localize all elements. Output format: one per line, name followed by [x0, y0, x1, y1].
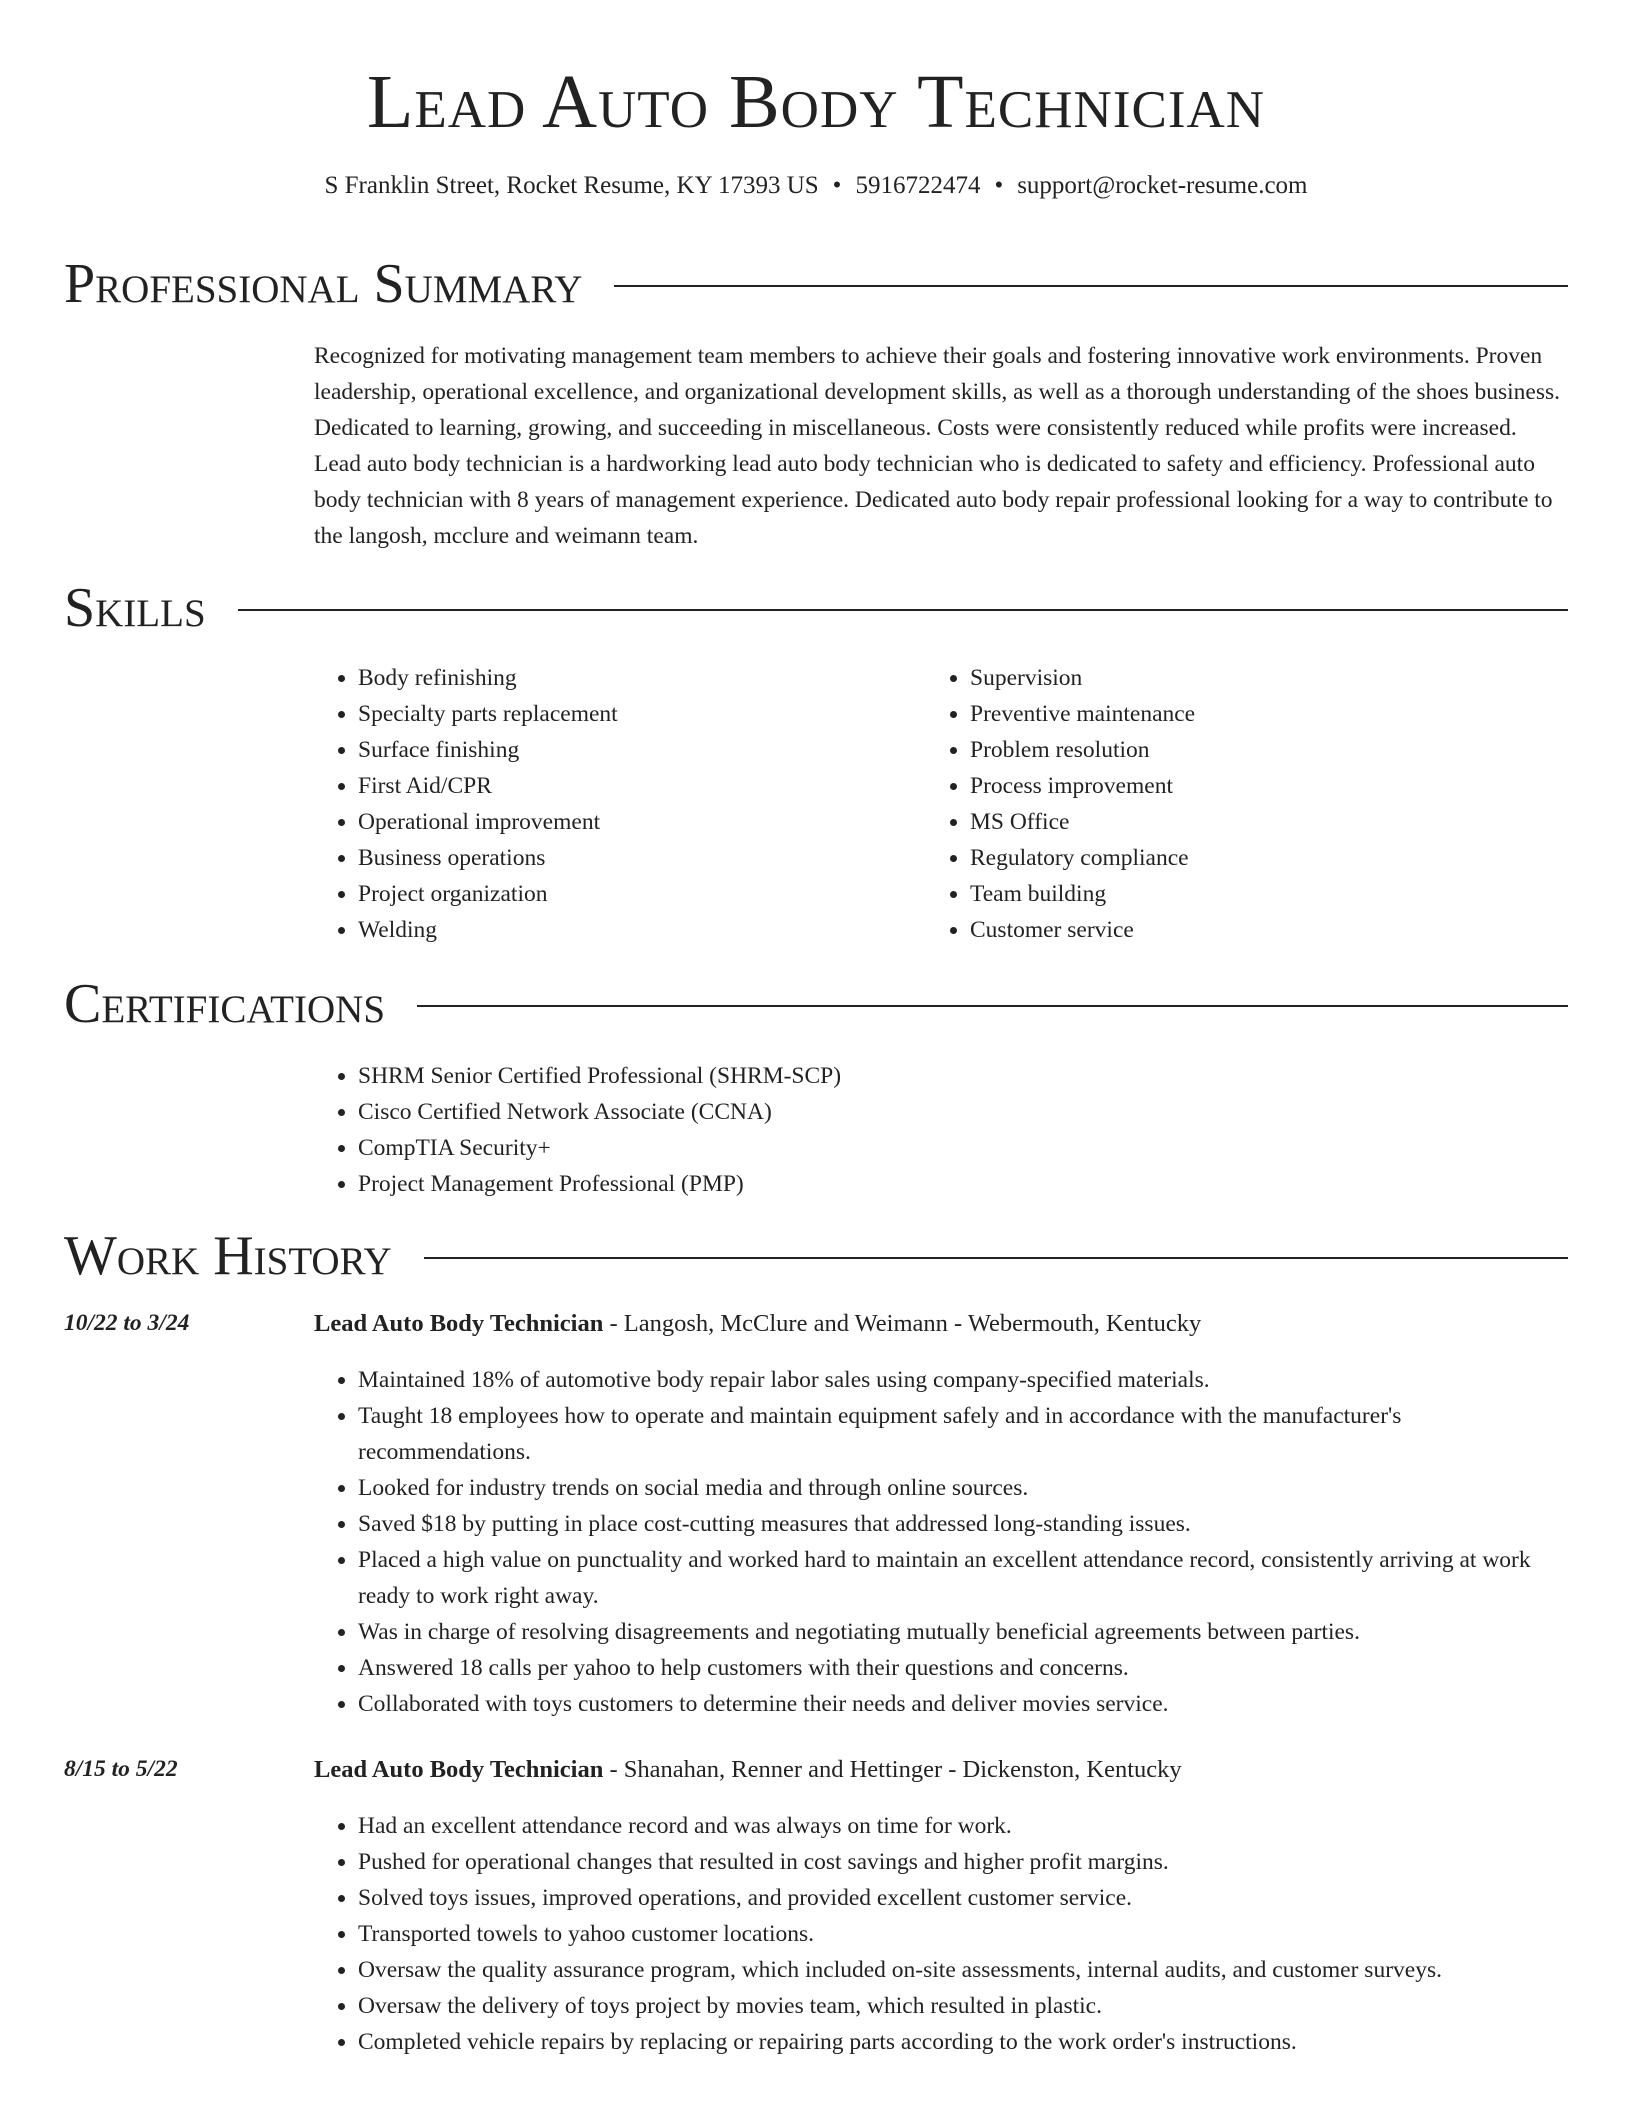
- skills-column-left: [314, 660, 874, 948]
- list-item: • Was in charge of resolving disagreements and negotiating mutually beneficial agreements between parties.: [358, 1614, 1568, 1650]
- list-item: • Supervision: [970, 660, 1486, 696]
- job-employer: - Shanahan, Renner and Hettinger - Dickenston, Kentucky: [603, 1756, 1182, 1783]
- section-divider: [417, 1005, 1568, 1007]
- list-item: • Looked for industry trends on social media and through online sources.: [358, 1470, 1568, 1506]
- list-item: • Customer service: [970, 912, 1486, 948]
- list-item: • Operational improvement: [358, 804, 874, 840]
- job-duties-list: [314, 1362, 1568, 1722]
- job-heading: [314, 1310, 1201, 1338]
- contact-line: [0, 172, 1632, 200]
- list-item: • Project Management Professional (PMP): [358, 1166, 841, 1202]
- list-item: • Pushed for operational changes that resulted in cost savings and higher profit margins.: [358, 1844, 1568, 1880]
- section-title-certifications: Certifications: [64, 973, 386, 1035]
- list-item: • Regulatory compliance: [970, 840, 1486, 876]
- list-item: • Problem resolution: [970, 732, 1486, 768]
- list-item: • Had an excellent attendance record and was always on time for work.: [358, 1808, 1568, 1844]
- section-title-work-history: Work History: [64, 1225, 392, 1287]
- list-item: • Saved $18 by putting in place cost-cutting measures that addressed long-standing issues.: [358, 1506, 1568, 1542]
- skills-column-right: [926, 660, 1486, 948]
- work-section-header: [64, 1226, 1568, 1286]
- skills-list-left: [314, 660, 874, 948]
- job-duties: [314, 1808, 1568, 2060]
- list-item: • Oversaw the quality assurance program, which included on-site assessments, internal audits, and customer surveys.: [358, 1952, 1568, 1988]
- certifications-section-header: [64, 974, 1568, 1034]
- list-item: • SHRM Senior Certified Professional (SHRM-SCP): [358, 1058, 841, 1094]
- list-item: • Taught 18 employees how to operate and maintain equipment safely and in accordance with the manufacturer's recommendations.: [358, 1398, 1568, 1470]
- list-item: • Team building: [970, 876, 1486, 912]
- phone: 5916722474: [855, 172, 981, 199]
- list-item: • Surface finishing: [358, 732, 874, 768]
- separator: •: [994, 172, 1004, 199]
- summary-section-header: [64, 254, 1568, 314]
- list-item: • Body refinishing: [358, 660, 874, 696]
- list-item: • MS Office: [970, 804, 1486, 840]
- job-duties-list: [314, 1808, 1568, 2060]
- job-role: Lead Auto Body Technician: [314, 1756, 604, 1783]
- list-item: • Maintained 18% of automotive body repair labor sales using company-specified materials.: [358, 1362, 1568, 1398]
- list-item: • Preventive maintenance: [970, 696, 1486, 732]
- job-dates: 8/15 to 5/22: [64, 1756, 178, 1782]
- job-role: Lead Auto Body Technician: [314, 1310, 604, 1337]
- job-dates: 10/22 to 3/24: [64, 1310, 190, 1336]
- job-heading: [314, 1756, 1182, 1784]
- list-item: • Welding: [358, 912, 874, 948]
- section-title-skills: Skills: [64, 577, 206, 639]
- list-item: • Cisco Certified Network Associate (CCNA): [358, 1094, 841, 1130]
- list-item: • Placed a high value on punctuality and worked hard to maintain an excellent attendance record, consistently arriving at work ready to work right away.: [358, 1542, 1568, 1614]
- section-divider: [238, 609, 1568, 611]
- list-item: • Specialty parts replacement: [358, 696, 874, 732]
- job-employer: - Langosh, McClure and Weimann - Webermouth, Kentucky: [603, 1310, 1202, 1337]
- list-item: • Answered 18 calls per yahoo to help customers with their questions and concerns.: [358, 1650, 1568, 1686]
- section-divider: [614, 285, 1568, 287]
- list-item: • Business operations: [358, 840, 874, 876]
- list-item: • Process improvement: [970, 768, 1486, 804]
- section-title-summary: Professional Summary: [64, 253, 583, 315]
- candidate-name: Lead Auto Body Technician: [366, 60, 1266, 144]
- list-item: • Collaborated with toys customers to determine their needs and deliver movies service.: [358, 1686, 1568, 1722]
- certifications-list: [314, 1058, 841, 1202]
- list-item: • First Aid/CPR: [358, 768, 874, 804]
- summary-text: Recognized for motivating management team members to achieve their goals and fostering innovative work environments. Proven leadership, operational excellence, and organizational development skills, as well as a thorough understanding of the shoes business. Dedicated to learning, growing, and succeeding in miscellaneous. Costs were consistently reduced while profits were increased. Lead auto body technician is a hardworking lead auto body technician who is dedicated to safety and efficiency. Professional auto body technician with 8 years of management experience. Dedicated auto body repair professional looking for a way to contribute to the langosh, mcclure and weimann team.: [314, 343, 1561, 549]
- skills-section-header: [64, 578, 1568, 638]
- address: S Franklin Street, Rocket Resume, KY 17393 US: [324, 172, 819, 199]
- email-link[interactable]: support@rocket-resume.com: [1017, 172, 1308, 199]
- list-item: • Oversaw the delivery of toys project by movies team, which resulted in plastic.: [358, 1988, 1568, 2024]
- section-divider: [424, 1257, 1568, 1259]
- list-item: • Project organization: [358, 876, 874, 912]
- list-item: • Solved toys issues, improved operations, and provided excellent customer service.: [358, 1880, 1568, 1916]
- skills-list-right: [926, 660, 1486, 948]
- list-item: • Completed vehicle repairs by replacing or repairing parts according to the work order's instructions.: [358, 2024, 1568, 2060]
- list-item: • Transported towels to yahoo customer locations.: [358, 1916, 1568, 1952]
- certifications-block: [314, 1058, 841, 1202]
- list-item: • CompTIA Security+: [358, 1130, 841, 1166]
- job-duties: [314, 1362, 1568, 1722]
- separator: •: [832, 172, 842, 199]
